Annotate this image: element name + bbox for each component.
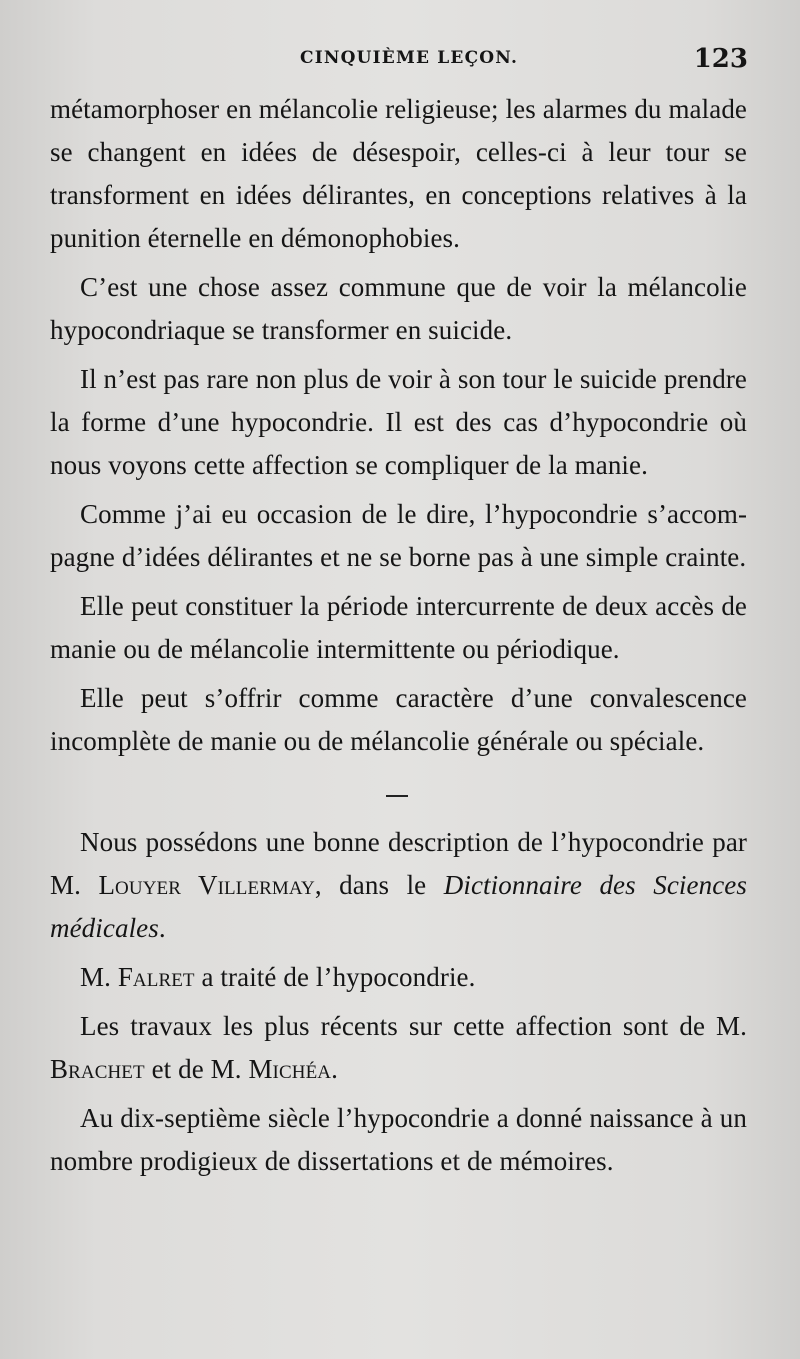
text-span: . xyxy=(331,1054,338,1084)
paragraph: Au dix-septième siècle l’hypocondrie a donné naissance à un nombre prodigieux de dissertations et de mémoires. xyxy=(50,1103,747,1176)
text-span: , dans le xyxy=(314,870,444,900)
paragraph xyxy=(50,956,747,999)
divider-rule xyxy=(386,795,408,797)
running-head: CINQUIÈME LEÇON. xyxy=(300,48,519,68)
paragraph: Elle peut s’offrir comme caractère d’une convalescence incomplète de manie ou de mélancolie générale ou spéciale. xyxy=(50,683,747,756)
page-number: 123 xyxy=(693,44,748,74)
paragraph xyxy=(50,1005,747,1091)
text-span: Les travaux les plus récents sur cette affection sont de M. xyxy=(80,1011,747,1041)
page-header xyxy=(0,44,800,80)
text-span: a traité de l’hypocondrie. xyxy=(194,962,476,992)
author-name: Falret xyxy=(117,962,195,992)
paragraph-continued: métamorphoser en mélancolie religieuse; les alarmes du malade se changent en idées de désespoir, celles-ci à leur tour se transforment en idées délirantes, en conceptions relatives à la punition éternelle en démonophobies. xyxy=(50,94,747,253)
paragraph: Elle peut constituer la période intercurrente de deux accès de manie ou de mélancolie intermittente ou périodique. xyxy=(50,591,747,664)
paragraph: C’est une chose assez commune que de voir la mélancolie hypocondriaque se transformer en suicide. xyxy=(50,272,747,345)
text-span: . xyxy=(158,913,166,943)
body-text xyxy=(50,88,747,1189)
paragraph: Il n’est pas rare non plus de voir à son tour le suicide prendre la forme d’une hypocondrie. Il est des cas d’hypocondrie où nous voyons cette affection se compliquer de la manie. xyxy=(50,364,747,480)
author-name: Brachet xyxy=(50,1054,145,1084)
section-divider xyxy=(50,769,747,821)
text-span: M. xyxy=(80,962,118,992)
author-name: Michéa xyxy=(248,1054,332,1084)
book-title: Dictionnaire des Sciences médicales xyxy=(50,870,747,943)
author-name: Louyer Villermay xyxy=(98,870,315,900)
text-span: Nous possédons une bonne description de l’hypocondrie par M. xyxy=(50,827,747,900)
paragraph: Comme j’ai eu occasion de le dire, l’hypocondrie s’accompagne d’idées délirantes et ne se borne pas à une simple crainte. xyxy=(50,499,747,572)
text-span: et de M. xyxy=(144,1054,249,1084)
paragraph xyxy=(50,821,747,950)
